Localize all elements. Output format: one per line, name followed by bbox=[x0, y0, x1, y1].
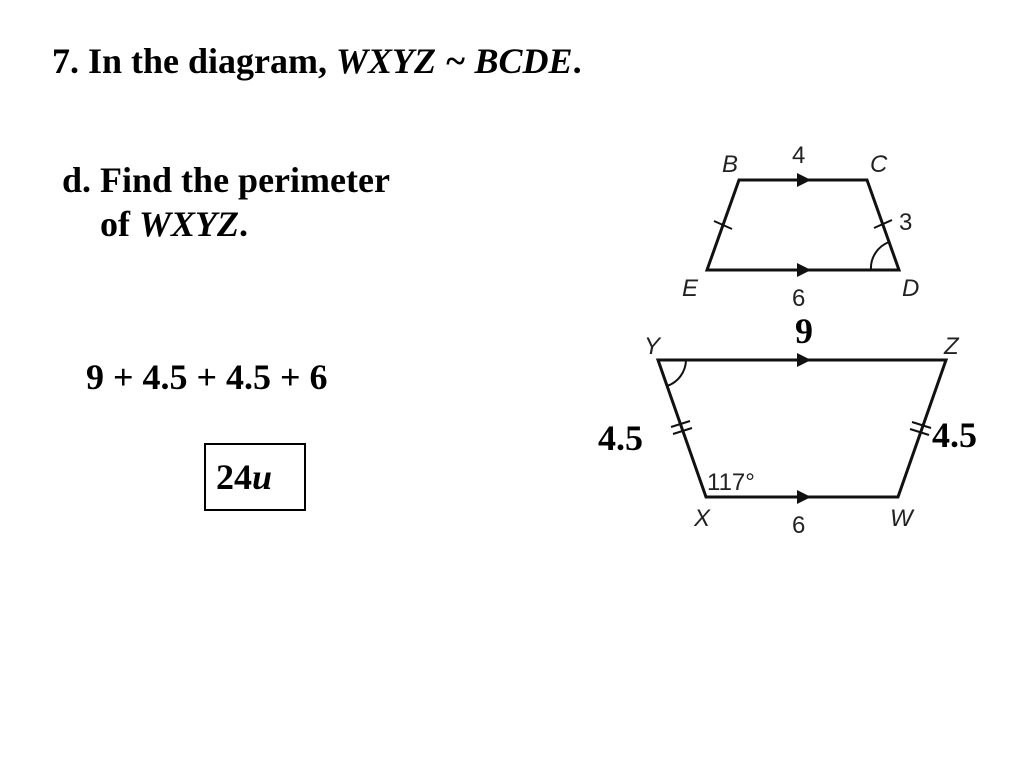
side-yz-length: 9 bbox=[795, 311, 813, 351]
part-d-period: . bbox=[239, 204, 249, 244]
angle-y-arc-icon bbox=[667, 360, 686, 386]
angle-x-measure: 117° bbox=[707, 469, 755, 496]
side-zw-length: 4.5 bbox=[932, 415, 977, 455]
vertex-w: W bbox=[890, 505, 913, 532]
trapezoid-wxyz bbox=[644, 333, 960, 539]
side-xy-length: 4.5 bbox=[598, 418, 643, 458]
perimeter-expression: 9 + 4.5 + 4.5 + 6 bbox=[86, 357, 328, 397]
part-d-quad: WXYZ bbox=[139, 204, 240, 244]
part-d-of: of bbox=[100, 204, 139, 244]
bcde-outline bbox=[707, 180, 899, 270]
vertex-y: Y bbox=[644, 333, 661, 360]
vertex-d: D bbox=[902, 275, 920, 302]
ed-arrow-icon bbox=[797, 263, 811, 277]
yz-arrow-icon bbox=[797, 353, 811, 367]
vertex-c: C bbox=[870, 151, 888, 178]
problem-number-text: 7. In the diagram, bbox=[52, 41, 337, 81]
side-cd-length: 3 bbox=[899, 209, 913, 236]
side-ed-length: 6 bbox=[792, 285, 806, 312]
angle-d-arc-icon bbox=[871, 242, 889, 270]
part-d-line1: d. Find the perimeter bbox=[62, 160, 390, 200]
wxyz-outline bbox=[658, 360, 946, 497]
bc-arrow-icon bbox=[797, 173, 811, 187]
answer-unit: u bbox=[252, 457, 273, 497]
heading-period: . bbox=[572, 41, 582, 81]
xw-arrow-icon bbox=[797, 490, 811, 504]
vertex-e: E bbox=[682, 275, 699, 302]
answer-number: 24 bbox=[216, 457, 252, 497]
vertex-b: B bbox=[722, 151, 739, 178]
vertex-x: X bbox=[694, 505, 711, 532]
vertex-z: Z bbox=[944, 333, 959, 360]
side-bc-length: 4 bbox=[792, 142, 806, 169]
side-xw-length: 6 bbox=[792, 512, 806, 539]
trapezoid-bcde bbox=[682, 142, 919, 312]
similarity-statement: WXYZ ~ BCDE bbox=[336, 41, 573, 81]
